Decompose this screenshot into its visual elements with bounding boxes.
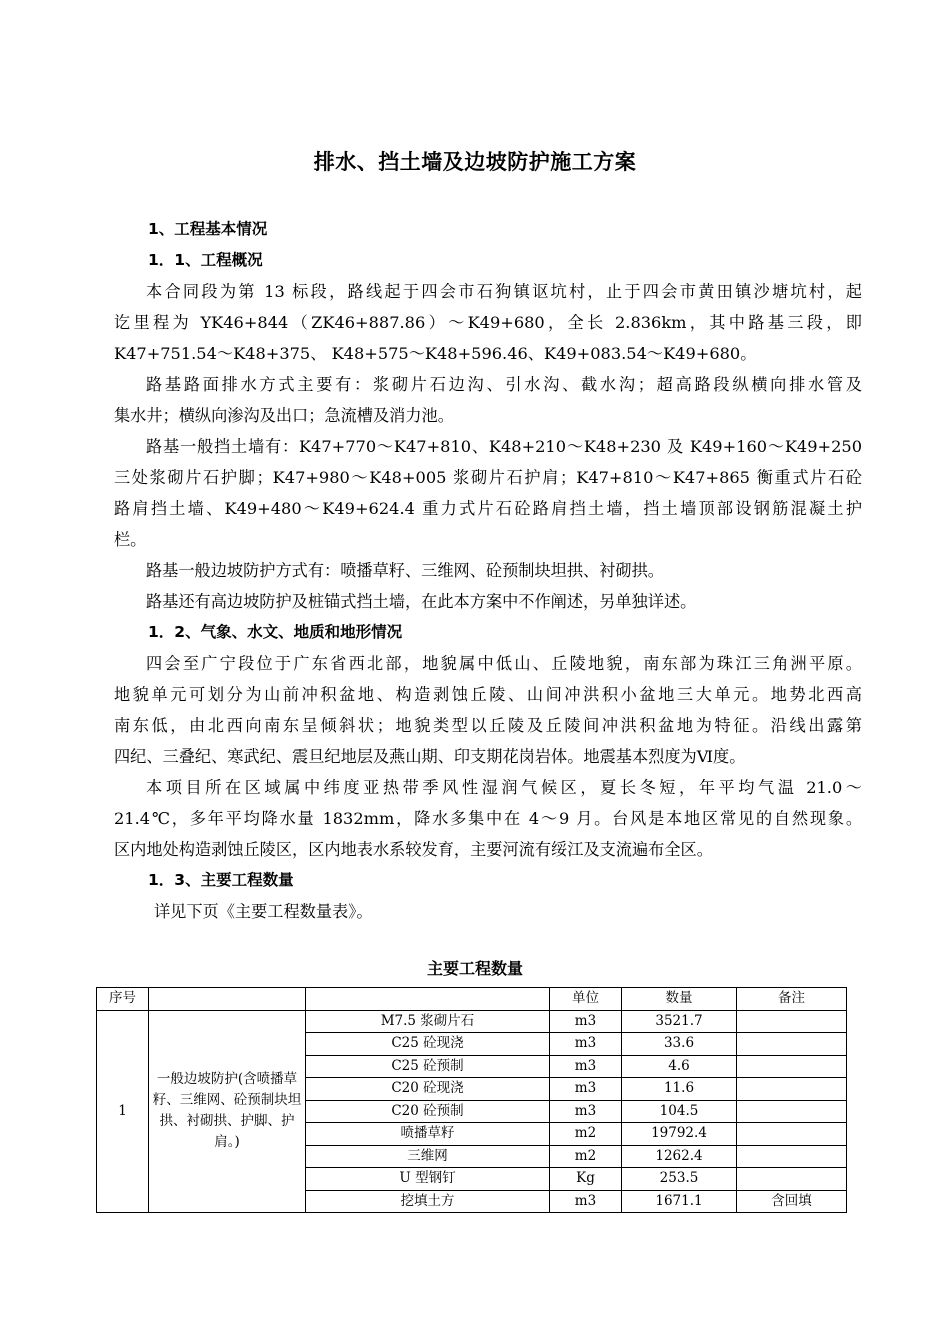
section-heading-1-2: 1．2、气象、水文、地质和地形情况 — [148, 623, 403, 641]
paragraph-line: 详见下页《主要工程数量表》。 — [154, 902, 373, 921]
quantity-cell: 1671.1 — [622, 1190, 737, 1213]
item-cell: C20 砼现浇 — [306, 1078, 550, 1101]
remark-cell — [737, 1055, 847, 1078]
remark-cell — [737, 1145, 847, 1168]
remark-cell — [737, 1078, 847, 1101]
paragraph-line: 路基还有高边坡防护及桩锚式挡土墙，在此本方案中不作阐述，另单独详述。 — [146, 592, 697, 611]
paragraph-line: 讫里程为 YK46+844（ZK46+887.86）～K49+680，全长 2.836km，其中路基三段，即 — [114, 313, 862, 332]
paragraph-line: 三处浆砌片石护脚；K47+980～K48+005 浆砌片石护肩；K47+810～K47+865 衡重式片石砼 — [114, 468, 862, 487]
paragraph-line: 本合同段为第 13 标段，路线起于四会市石狗镇讴坑村，止于四会市黄田镇沙塘坑村，起 — [146, 282, 862, 301]
category-cell: 一般边坡防护(含喷播草籽、三维网、砼预制块坦拱、衬砌拱、护脚、护肩。) — [149, 1010, 306, 1213]
quantity-cell: 11.6 — [622, 1078, 737, 1101]
item-cell: 三维网 — [306, 1145, 550, 1168]
paragraph-line: 本项目所在区域属中纬度亚热带季风性湿润气候区，夏长冬短，年平均气温 21.0～ — [146, 778, 862, 797]
quantity-cell: 104.5 — [622, 1100, 737, 1123]
quantity-cell: 3521.7 — [622, 1010, 737, 1033]
remark-cell — [737, 1033, 847, 1056]
table-title: 主要工程数量 — [426, 959, 523, 978]
header-cell: 单位 — [550, 988, 622, 1011]
remark-cell — [737, 1168, 847, 1191]
document-body — [114, 214, 862, 927]
unit-cell: m3 — [550, 1010, 622, 1033]
paragraph-line: 区内地处构造剥蚀丘陵区，区内地表水系较发育，主要河流有绥江及支流遍布全区。 — [114, 840, 713, 859]
header-cell — [149, 988, 306, 1011]
quantity-cell: 19792.4 — [622, 1123, 737, 1146]
paragraph-line: 路基一般挡土墙有：K47+770～K47+810、K48+210～K48+230 及 K49+160～K49+250 — [146, 437, 862, 456]
seq-cell: 1 — [97, 1010, 149, 1213]
paragraph-line: 栏。 — [114, 530, 147, 549]
remark-cell — [737, 1100, 847, 1123]
unit-cell: m2 — [550, 1145, 622, 1168]
paragraph-line: 四会至广宁段位于广东省西北部，地貌属中低山、丘陵地貌，南东部为珠江三角洲平原。 — [146, 654, 862, 673]
item-cell: C25 砼预制 — [306, 1055, 550, 1078]
header-cell: 数量 — [622, 988, 737, 1011]
quantity-cell: 253.5 — [622, 1168, 737, 1191]
item-cell: 挖填土方 — [306, 1190, 550, 1213]
remark-cell: 含回填 — [737, 1190, 847, 1213]
paragraph-line: K47+751.54～K48+375、 K48+575～K48+596.46、K49+083.54～K49+680。 — [114, 344, 757, 363]
unit-cell: m3 — [550, 1033, 622, 1056]
table-header-row — [97, 988, 847, 1011]
header-cell: 序号 — [97, 988, 149, 1011]
quantity-cell: 33.6 — [622, 1033, 737, 1056]
remark-cell — [737, 1010, 847, 1033]
unit-cell: m3 — [550, 1078, 622, 1101]
paragraph-line: 集水井；横纵向渗沟及出口；急流槽及消力池。 — [114, 406, 454, 425]
header-cell — [306, 988, 550, 1011]
unit-cell: Kg — [550, 1168, 622, 1191]
paragraph-line: 路基一般边坡防护方式有：喷播草籽、三维网、砼预制块坦拱、衬砌拱。 — [146, 561, 664, 580]
item-cell: U 型钢钉 — [306, 1168, 550, 1191]
paragraph-line: 21.4℃，多年平均降水量 1832mm，降水多集中在 4～9 月。台风是本地区常见的自然现象。 — [114, 809, 862, 828]
item-cell: 喷播草籽 — [306, 1123, 550, 1146]
remark-cell — [737, 1123, 847, 1146]
section-heading-1-1: 1．1、工程概况 — [148, 251, 263, 269]
quantity-table — [96, 987, 847, 1213]
section-heading-1-3: 1．3、主要工程数量 — [148, 871, 294, 889]
table-row — [97, 1010, 847, 1033]
paragraph-line: 地貌单元可划分为山前冲积盆地、构造剥蚀丘陵、山间冲洪积小盆地三大单元。地势北西高 — [114, 685, 862, 704]
quantity-cell: 4.6 — [622, 1055, 737, 1078]
paragraph-line: 路肩挡土墙、K49+480～K49+624.4 重力式片石砼路肩挡土墙，挡土墙顶部设钢筋混凝土护 — [114, 499, 862, 518]
unit-cell: m2 — [550, 1123, 622, 1146]
item-cell: C25 砼现浇 — [306, 1033, 550, 1056]
paragraph-line: 南东低，由北西向南东呈倾斜状；地貌类型以丘陵及丘陵间冲洪积盆地为特征。沿线出露第 — [114, 716, 862, 735]
section-heading-1: 1、工程基本情况 — [148, 220, 268, 238]
unit-cell: m3 — [550, 1100, 622, 1123]
header-cell: 备注 — [737, 988, 847, 1011]
item-cell: M7.5 浆砌片石 — [306, 1010, 550, 1033]
quantity-cell: 1262.4 — [622, 1145, 737, 1168]
document-title: 排水、挡土墙及边坡防护施工方案 — [313, 150, 637, 174]
paragraph-line: 四纪、三叠纪、寒武纪、震旦纪地层及燕山期、印支期花岗岩体。地震基本烈度为Ⅵ度。 — [114, 747, 746, 766]
unit-cell: m3 — [550, 1190, 622, 1213]
paragraph-line: 路基路面排水方式主要有：浆砌片石边沟、引水沟、截水沟；超高路段纵横向排水管及 — [146, 375, 862, 394]
unit-cell: m3 — [550, 1055, 622, 1078]
item-cell: C20 砼预制 — [306, 1100, 550, 1123]
